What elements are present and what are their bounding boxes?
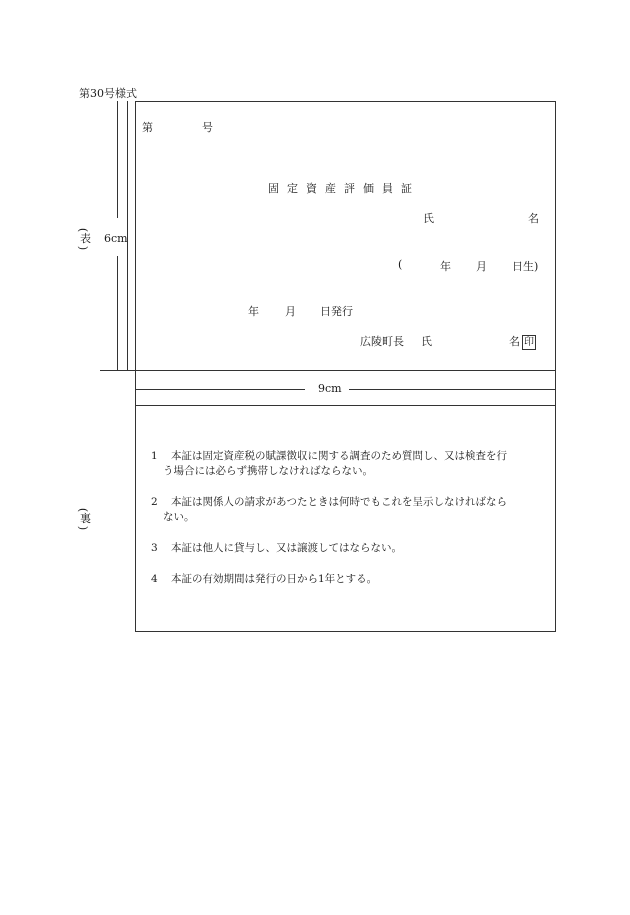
name-mei: 名 (528, 212, 539, 225)
note-2-num: 2 (151, 496, 158, 508)
height-dimension-line-bottom (117, 256, 118, 371)
note-4 (151, 572, 551, 587)
birth-open: ( (398, 258, 403, 271)
issue-tsuki: 月 (285, 305, 296, 318)
name-shi: 氏 (423, 212, 434, 225)
width-dimension-line-left (135, 389, 305, 390)
front-side-label: 表 (80, 232, 91, 245)
birth-tsuki: 月 (476, 260, 487, 273)
note-3-num: 3 (151, 542, 158, 554)
back-side-label: 裏 (80, 512, 91, 525)
issuer-mei (509, 333, 536, 350)
note-3 (151, 541, 551, 556)
issue-hi: 日発行 (320, 305, 353, 318)
birth-close: 日生) (512, 260, 539, 273)
front-card (135, 101, 556, 371)
width-dimension-line-right (349, 389, 555, 390)
seal-mark: 印 (524, 337, 534, 348)
width-extension-left (135, 371, 136, 405)
note-2-line1: 本証は関係人の請求があつたときは何時でもこれを呈示しなければなら (171, 496, 507, 508)
note-3-line1: 本証は他人に貸与し、又は譲渡してはならない。 (171, 542, 402, 554)
note-4-num: 4 (151, 573, 158, 585)
note-2 (151, 495, 551, 525)
issuer-mei-text: 名 (509, 335, 520, 348)
birth-nen: 年 (440, 260, 451, 273)
note-4-line1: 本証の有効期間は発行の日から1年とする。 (171, 573, 378, 585)
issuer-shi: 氏 (421, 335, 432, 348)
note-1-line1: 本証は固定資産税の賦課徴収に関する調査のため質問し、又は検査を行 (171, 450, 507, 462)
note-1-num: 1 (151, 450, 158, 462)
height-dimension-line-top (117, 101, 118, 218)
note-1-line2: う場合には必らず携帯しなければならない。 (163, 465, 373, 477)
card-title: 固定資産評価員証 (268, 182, 420, 195)
note-1 (151, 449, 551, 479)
form-number-label: 第30号様式 (79, 87, 137, 100)
width-extension-right (555, 371, 556, 405)
width-dimension-label: 9cm (318, 382, 342, 395)
height-dimension-label: 6cm (104, 232, 128, 245)
issue-nen: 年 (248, 305, 259, 318)
front-bottom-extension (100, 370, 135, 371)
number-go: 号 (202, 121, 213, 134)
number-dai: 第 (142, 121, 153, 134)
front-side-paren: ( 表 ) (76, 227, 91, 251)
issuer-title: 広陵町長 (360, 335, 404, 348)
note-2-line2: ない。 (163, 511, 195, 523)
back-side-paren: ( 裏 ) (76, 507, 91, 531)
